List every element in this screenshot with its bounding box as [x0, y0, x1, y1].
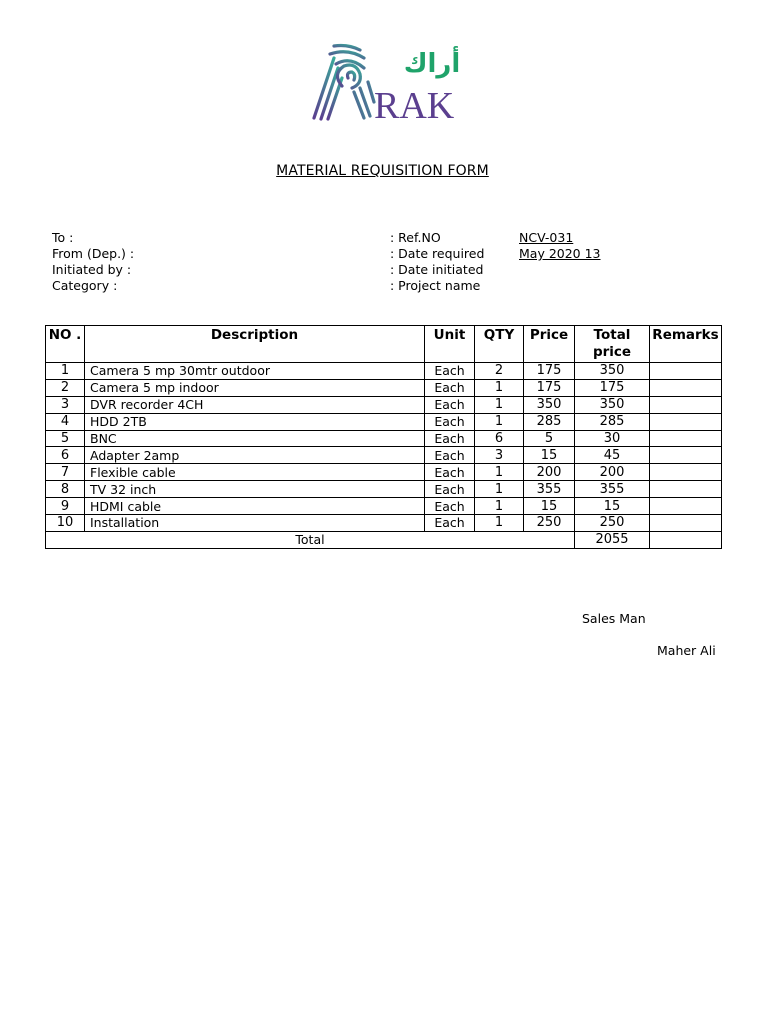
- cell-description: BNC: [85, 430, 425, 447]
- cell-price: 15: [524, 447, 575, 464]
- cell-qty: 6: [475, 430, 524, 447]
- cell-remarks: [650, 396, 722, 413]
- ref-no-label: : Ref.NO: [390, 230, 441, 245]
- table-row: [46, 430, 722, 447]
- form-title: MATERIAL REQUISITION FORM: [276, 163, 489, 179]
- cell-total: 15: [575, 498, 650, 515]
- project-name-label: : Project name: [390, 278, 481, 293]
- cell-price: 200: [524, 464, 575, 481]
- table-row: [46, 396, 722, 413]
- cell-remarks: [650, 379, 722, 396]
- cell-price: 250: [524, 515, 575, 532]
- cell-unit: Each: [425, 413, 475, 430]
- cell-qty: 1: [475, 413, 524, 430]
- cell-no: 1: [46, 363, 85, 380]
- cell-description: Camera 5 mp 30mtr outdoor: [85, 363, 425, 380]
- cell-description: Installation: [85, 515, 425, 532]
- cell-description: Flexible cable: [85, 464, 425, 481]
- cell-total: 350: [575, 396, 650, 413]
- total-value: 2055: [575, 531, 650, 548]
- cell-price: 5: [524, 430, 575, 447]
- category-label: Category :: [52, 278, 118, 293]
- logo-arabic-text: أراك: [403, 49, 460, 79]
- cell-unit: Each: [425, 464, 475, 481]
- cell-no: 9: [46, 498, 85, 515]
- to-label: To :: [52, 230, 74, 245]
- table-row: [46, 447, 722, 464]
- items-table: [45, 325, 722, 549]
- cell-total: 175: [575, 379, 650, 396]
- table-row: [46, 498, 722, 515]
- cell-unit: Each: [425, 515, 475, 532]
- cell-price: 175: [524, 379, 575, 396]
- cell-no: 5: [46, 430, 85, 447]
- cell-price: 350: [524, 396, 575, 413]
- table-header-row: [46, 326, 722, 363]
- initiated-by-label: Initiated by :: [52, 262, 132, 277]
- cell-no: 6: [46, 447, 85, 464]
- cell-total: 250: [575, 515, 650, 532]
- cell-qty: 1: [475, 396, 524, 413]
- cell-remarks: [650, 498, 722, 515]
- cell-remarks: [650, 464, 722, 481]
- salesman-name: Maher Ali: [657, 643, 716, 658]
- ref-no-value: NCV-031: [519, 230, 574, 245]
- cell-no: 2: [46, 379, 85, 396]
- col-header-no: NO .: [46, 326, 85, 363]
- table-row: [46, 413, 722, 430]
- cell-qty: 1: [475, 515, 524, 532]
- cell-no: 7: [46, 464, 85, 481]
- cell-remarks: [650, 430, 722, 447]
- table-row: [46, 515, 722, 532]
- cell-description: HDMI cable: [85, 498, 425, 515]
- cell-description: TV 32 inch: [85, 481, 425, 498]
- cell-price: 15: [524, 498, 575, 515]
- cell-total: 285: [575, 413, 650, 430]
- salesman-role-label: Sales Man: [582, 611, 646, 626]
- cell-description: Adapter 2amp: [85, 447, 425, 464]
- cell-no: 4: [46, 413, 85, 430]
- cell-total: 45: [575, 447, 650, 464]
- cell-unit: Each: [425, 363, 475, 380]
- cell-remarks: [650, 363, 722, 380]
- cell-total: 200: [575, 464, 650, 481]
- cell-remarks: [650, 413, 722, 430]
- date-required-value: May 2020 13: [519, 246, 601, 261]
- cell-description: HDD 2TB: [85, 413, 425, 430]
- date-required-label: : Date required: [390, 246, 485, 261]
- col-header-description: Description: [85, 326, 425, 363]
- cell-unit: Each: [425, 481, 475, 498]
- table-row: [46, 481, 722, 498]
- col-header-remarks: Remarks: [650, 326, 722, 363]
- col-header-qty: QTY: [475, 326, 524, 363]
- cell-qty: 1: [475, 379, 524, 396]
- cell-description: DVR recorder 4CH: [85, 396, 425, 413]
- cell-unit: Each: [425, 379, 475, 396]
- cell-description: Camera 5 mp indoor: [85, 379, 425, 396]
- cell-qty: 3: [475, 447, 524, 464]
- cell-price: 355: [524, 481, 575, 498]
- cell-unit: Each: [425, 396, 475, 413]
- cell-no: 3: [46, 396, 85, 413]
- table-total-row: [46, 531, 722, 548]
- table-row: [46, 464, 722, 481]
- col-header-price: Price: [524, 326, 575, 363]
- date-initiated-label: : Date initiated: [390, 262, 484, 277]
- cell-price: 285: [524, 413, 575, 430]
- cell-remarks: [650, 481, 722, 498]
- cell-no: 8: [46, 481, 85, 498]
- from-dept-label: From (Dep.) :: [52, 246, 135, 261]
- cell-unit: Each: [425, 447, 475, 464]
- cell-total: 355: [575, 481, 650, 498]
- cell-no: 10: [46, 515, 85, 532]
- cell-unit: Each: [425, 498, 475, 515]
- cell-total: 350: [575, 363, 650, 380]
- cell-price: 175: [524, 363, 575, 380]
- cell-qty: 1: [475, 498, 524, 515]
- col-header-unit: Unit: [425, 326, 475, 363]
- table-row: [46, 363, 722, 380]
- total-label: Total: [46, 531, 575, 548]
- total-remarks-cell: [650, 531, 722, 548]
- cell-remarks: [650, 515, 722, 532]
- company-logo: [308, 42, 460, 124]
- table-row: [46, 379, 722, 396]
- col-header-total-price: Total price: [575, 326, 650, 363]
- cell-qty: 1: [475, 464, 524, 481]
- cell-total: 30: [575, 430, 650, 447]
- cell-qty: 1: [475, 481, 524, 498]
- cell-remarks: [650, 447, 722, 464]
- cell-unit: Each: [425, 430, 475, 447]
- logo-latin-text: RAK: [374, 85, 455, 124]
- cell-qty: 2: [475, 363, 524, 380]
